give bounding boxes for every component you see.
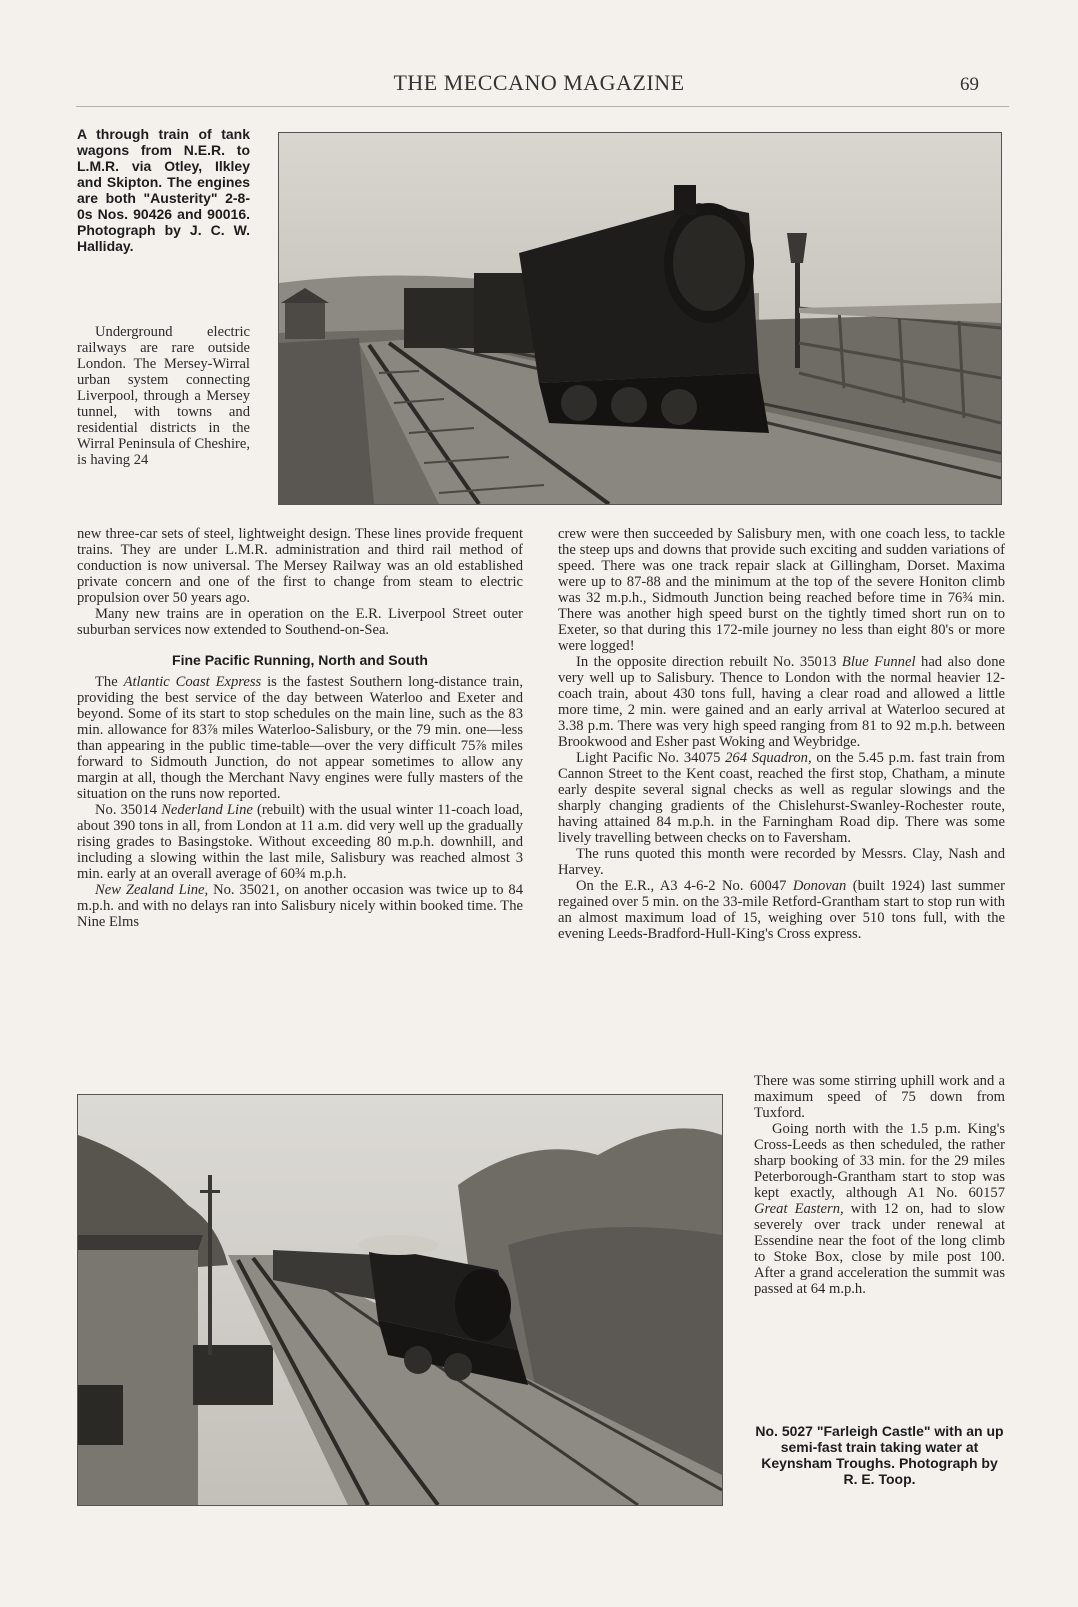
great-eastern-paragraph: Going north with the 1.5 p.m. King's Cross-Leeds as then scheduled, the rather sharp booking of 33 min. for the 29 miles Peterborough-Grantham start to stop was kept exactly, although A1 No. 60157 Great Eastern, with 12 on, had to slow severely over track under renewal at Essendine near the foot of the long climb to Stoke Box, close by mile post 100. After a grand acceleration the summit was passed at 64 m.p.h. [754, 1121, 1005, 1297]
intro-paragraph-continued: new three-car sets of steel, lightweight design. These lines provide frequent trains. They are under L.M.R. administration and third rail method of conduction is now universal. The Mersey Railway was an old established private concern and one of the first to change from steam to electric propulsion over 50 years ago. [77, 526, 523, 606]
top-photo-caption: A through train of tank wagons from N.E.R. to L.M.R. via Otley, Ilkley and Skipton. The engines are both "Austerity" 2-8-0s Nos. 90426 and 90016. Photograph by J. C. W. Halliday. [77, 126, 250, 254]
top-train-photo [278, 132, 1002, 505]
section-subheading: Fine Pacific Running, North and South [172, 652, 428, 668]
bottom-train-photo [77, 1094, 723, 1506]
squadron-paragraph: Light Pacific No. 34075 264 Squadron, on the 5.45 p.m. fast train from Cannon Street to the Kent coast, reached the first stop, Chatham, a minute early despite several signal checks as well as regular slowings and the sharply changing gradients of the Chislehurst-Swanley-Rochester route, having attained 84 m.p.h. in the Farningham Road dip. There was some lively travelling between checks on to Faversham. [558, 750, 1005, 846]
right-column [558, 526, 1005, 942]
donovan-paragraph: On the E.R., A3 4-6-2 No. 60047 Donovan (built 1924) last summer regained over 5 min. on the 33-mile Retford-Grantham start to stop run with an almost maximum load of 15, weighing over 510 tons full, with the evening Leeds-Bradford-Hull-King's Cross express. [558, 878, 1005, 942]
nederland-line-paragraph: No. 35014 Nederland Line (rebuilt) with the usual winter 11-coach load, about 390 tons in all, from London at 11 a.m. did very well up the gradually rising grades to Basingstoke. Without exceeding 80 m.p.h. downhill, and including a slowing within the last mile, Salisbury was reached almost 3 min. early at an overall average of 60¾ m.p.h. [77, 802, 523, 882]
header-rule [76, 106, 1009, 107]
blue-funnel-paragraph: In the opposite direction rebuilt No. 35013 Blue Funnel had also done very well up to Salisbury. Thence to London with the normal heavier 12-coach train, about 430 tons full, having a clear road and allowed a little more time, 2 min. were gained and an early arrival at Waterloo secured at 3.38 p.m. There was very high speed ranging from 81 to 92 m.p.h. between Brookwood and Esher past Woking and Weybridge. [558, 654, 1005, 750]
bottom-photo-caption: No. 5027 "Farleigh Castle" with an up semi-fast train taking water at Keynsham Troughs. Photograph by R. E. Toop. [755, 1423, 1004, 1487]
salisbury-crew-paragraph: crew were then succeeded by Salisbury men, with one coach less, to tackle the steep ups and downs that provide such exciting and sudden variations of speed. There was one track repair slack at Gillingham, Dorset. Maxima were up to 87-88 and the minimum at the top of the severe Honiton climb was 32 m.p.h., Sidmouth Junction being reached before time in 76¾ min. There was another high speed burst on the tightly timed short run on to Exeter, so that during this 172-mile journey no less than eight 80's or more were logged! [558, 526, 1005, 654]
left-column [77, 526, 523, 930]
intro-paragraph-narrow: Underground electric railways are rare outside London. The Mersey-Wirral urban system connecting Liverpool, through a Mersey tunnel, with towns and residential districts in the Wirral Peninsula of Cheshire, is having 24 [77, 324, 250, 468]
atlantic-coast-paragraph: The Atlantic Coast Express is the fastest Southern long-distance train, providing the best service of the day between Waterloo and Exeter and beyond. Some of its start to stop schedules on the main line, such as the 83 min. allowance for 83⅞ miles Waterloo-Salisbury, or the 79 min. one—less than appearing in the public time-table—over the very difficult 75⅞ miles forward to Sidmouth Junction, do not appear sometimes to allow any margin at all, though the Merchant Navy engines were fully masters of the situation on the runs now reported. [77, 674, 523, 802]
runs-quoted-paragraph: The runs quoted this month were recorded by Messrs. Clay, Nash and Harvey. [558, 846, 1005, 878]
page-number: 69 [960, 74, 979, 95]
right-narrow-column [754, 1073, 1005, 1297]
er-paragraph: Many new trains are in operation on the E.R. Liverpool Street outer suburban services now extended to Southend-on-Sea. [77, 606, 523, 638]
stirring-paragraph: There was some stirring uphill work and a maximum speed of 75 down from Tuxford. [754, 1073, 1005, 1121]
magazine-title: THE MECCANO MAGAZINE [393, 70, 685, 95]
new-zealand-line-paragraph: New Zealand Line, No. 35021, on another occasion was twice up to 84 m.p.h. and with no delays ran into Salisbury nicely within booked time. The Nine Elms [77, 882, 523, 930]
